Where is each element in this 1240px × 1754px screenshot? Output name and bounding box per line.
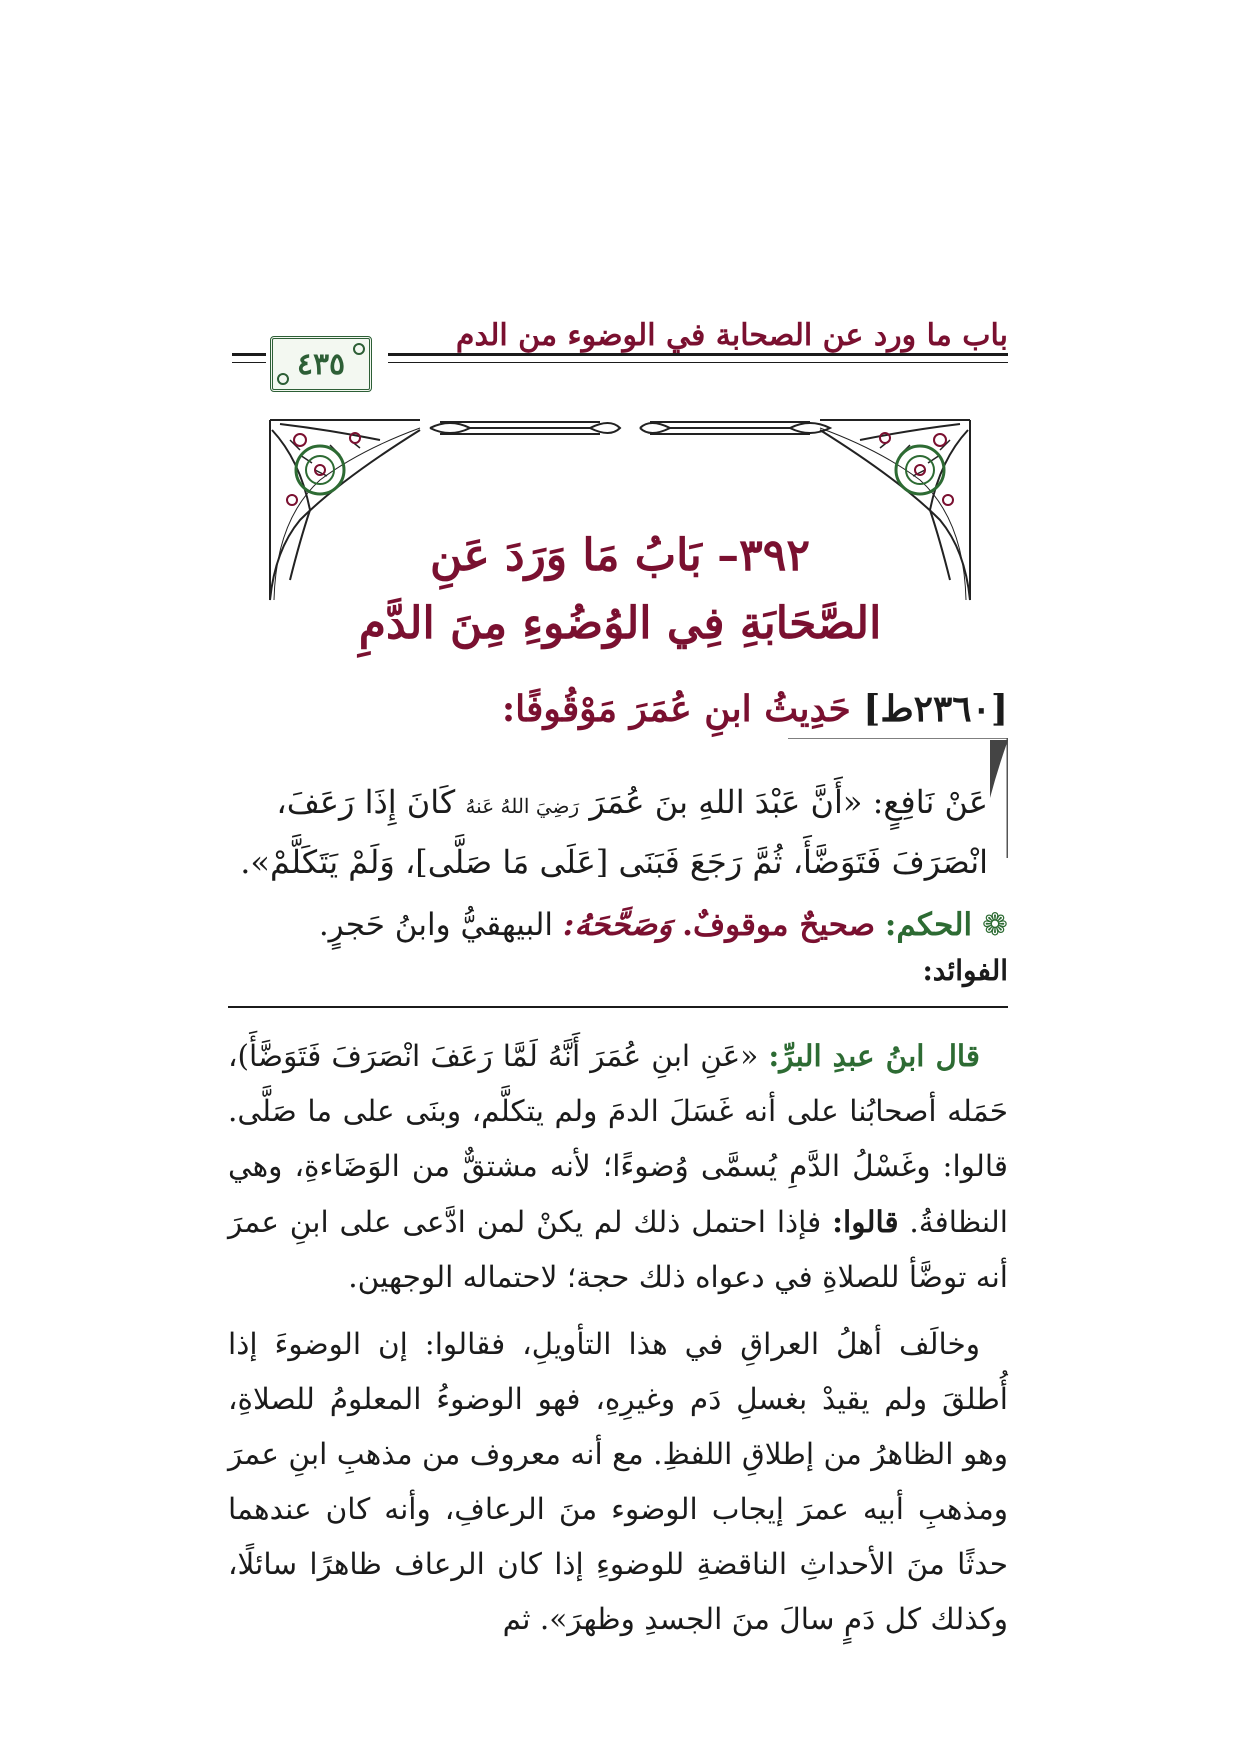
- paragraph-1-bold: قالوا:: [832, 1204, 899, 1239]
- header-rule-top: [388, 353, 1008, 356]
- authenticated-label: وَصَحَّحَهُ:: [562, 907, 673, 943]
- honorific-glyph: رَضِيَ اللهُ عَنهُ: [465, 794, 580, 818]
- header-rule-left-bottom: [232, 362, 266, 363]
- chapter-title-line1: ٣٩٢– بَابُ مَا وَرَدَ عَنِ: [429, 530, 811, 581]
- running-title: باب ما ورد عن الصحابة في الوضوء من الدم: [455, 318, 1008, 353]
- header-rule-bottom: [388, 362, 1008, 363]
- hadith-text-part1: عَنْ نَافِعٍ: «أَنَّ عَبْدَ اللهِ بنَ عُمَرَ: [589, 783, 988, 821]
- rosette-icon: ❁: [982, 907, 1008, 943]
- benefits-body: [228, 1028, 1008, 1659]
- hadith-heading-text: حَدِيثُ ابنِ عُمَرَ مَوْقُوفًا:: [501, 688, 851, 730]
- authenticated-by: البيهقيُّ وابنُ حَجرٍ.: [318, 907, 554, 943]
- benefits-paragraph-1: [228, 1028, 1008, 1305]
- hadith-text: [228, 774, 988, 890]
- paragraph-1-part2: فإذا احتمل ذلك لم يكنْ لمن ادَّعى على ابنِ عمرَ أنه توضَّأ للصلاةِ في دعواه ذلك حجة؛ لاحتماله الوجهين.: [228, 1205, 1008, 1294]
- page-number: ٤٣٥: [296, 346, 346, 382]
- hadith-text-part2: كَانَ إِذَا رَعَفَ، انْصَرَفَ فَتَوَضَّأَ، ثُمَّ رَجَعَ فَبَنَى [عَلَى مَا صَلَّى]، وَلَمْ يَتَكَلَّمْ».: [240, 783, 988, 881]
- hadith-heading: [228, 688, 1008, 730]
- chapter-title-line2: الصَّحَابَةِ فِي الوُضُوءِ مِنَ الدَّمِ: [358, 598, 882, 650]
- quoted-author: قال ابنُ عبدِ البرِّ:: [768, 1038, 980, 1073]
- hadith-number: [٢٣٦٠ط]: [863, 688, 1008, 730]
- ruling-label: الحكم:: [884, 907, 973, 943]
- page-number-frame: [270, 336, 372, 392]
- benefits-divider: [228, 1006, 1008, 1008]
- benefits-label: الفوائد:: [922, 954, 1008, 987]
- chapter-title: [0, 522, 1240, 658]
- paragraph-1-part1: «عَنِ ابنِ عُمَرَ أَنَّهُ لَمَّا رَعَفَ انْصَرَفَ فَتَوَضَّأَ)، حَمَله أصحابُنا على أنه غَسَلَ الدمَ ولم يتكلَّم، وبنَى على ما صَلَّى. قالوا: وغَسْلُ الدَّمِ يُسمَّى وُضوءًا؛ لأنه مشتقٌّ من الوَضَاءةِ، وهي النظافةُ.: [228, 1039, 1008, 1239]
- ruling-value: صحيحٌ موقوفٌ.: [682, 907, 876, 943]
- benefits-paragraph-2: وخالَف أهلُ العراقِ في هذا التأويلِ، فقالوا: إن الوضوءَ إذا أُطلقَ ولم يقيدْ بغسلِ دَم وغيرِهِ، فهو الوضوءُ المعلومُ للصلاةِ، وهو الظاهرُ من إطلاقِ اللفظِ. مع أنه معروف من مذهبِ ابنِ عمرَ ومذهبِ أبيه عمرَ إيجاب الوضوء منَ الرعافِ، وأنه كان عندهما حدثًا منَ الأحداثِ الناقضةِ للوضوءِ إذا كان الرعاف ظاهرًا سائلًا، وكذلك كل دَمٍ سالَ منَ الجسدِ وظهرَ». ثم: [228, 1327, 1008, 1636]
- ruling-line: [228, 898, 1008, 952]
- header-rule-left-top: [232, 353, 266, 356]
- ornament-bands: [430, 422, 830, 434]
